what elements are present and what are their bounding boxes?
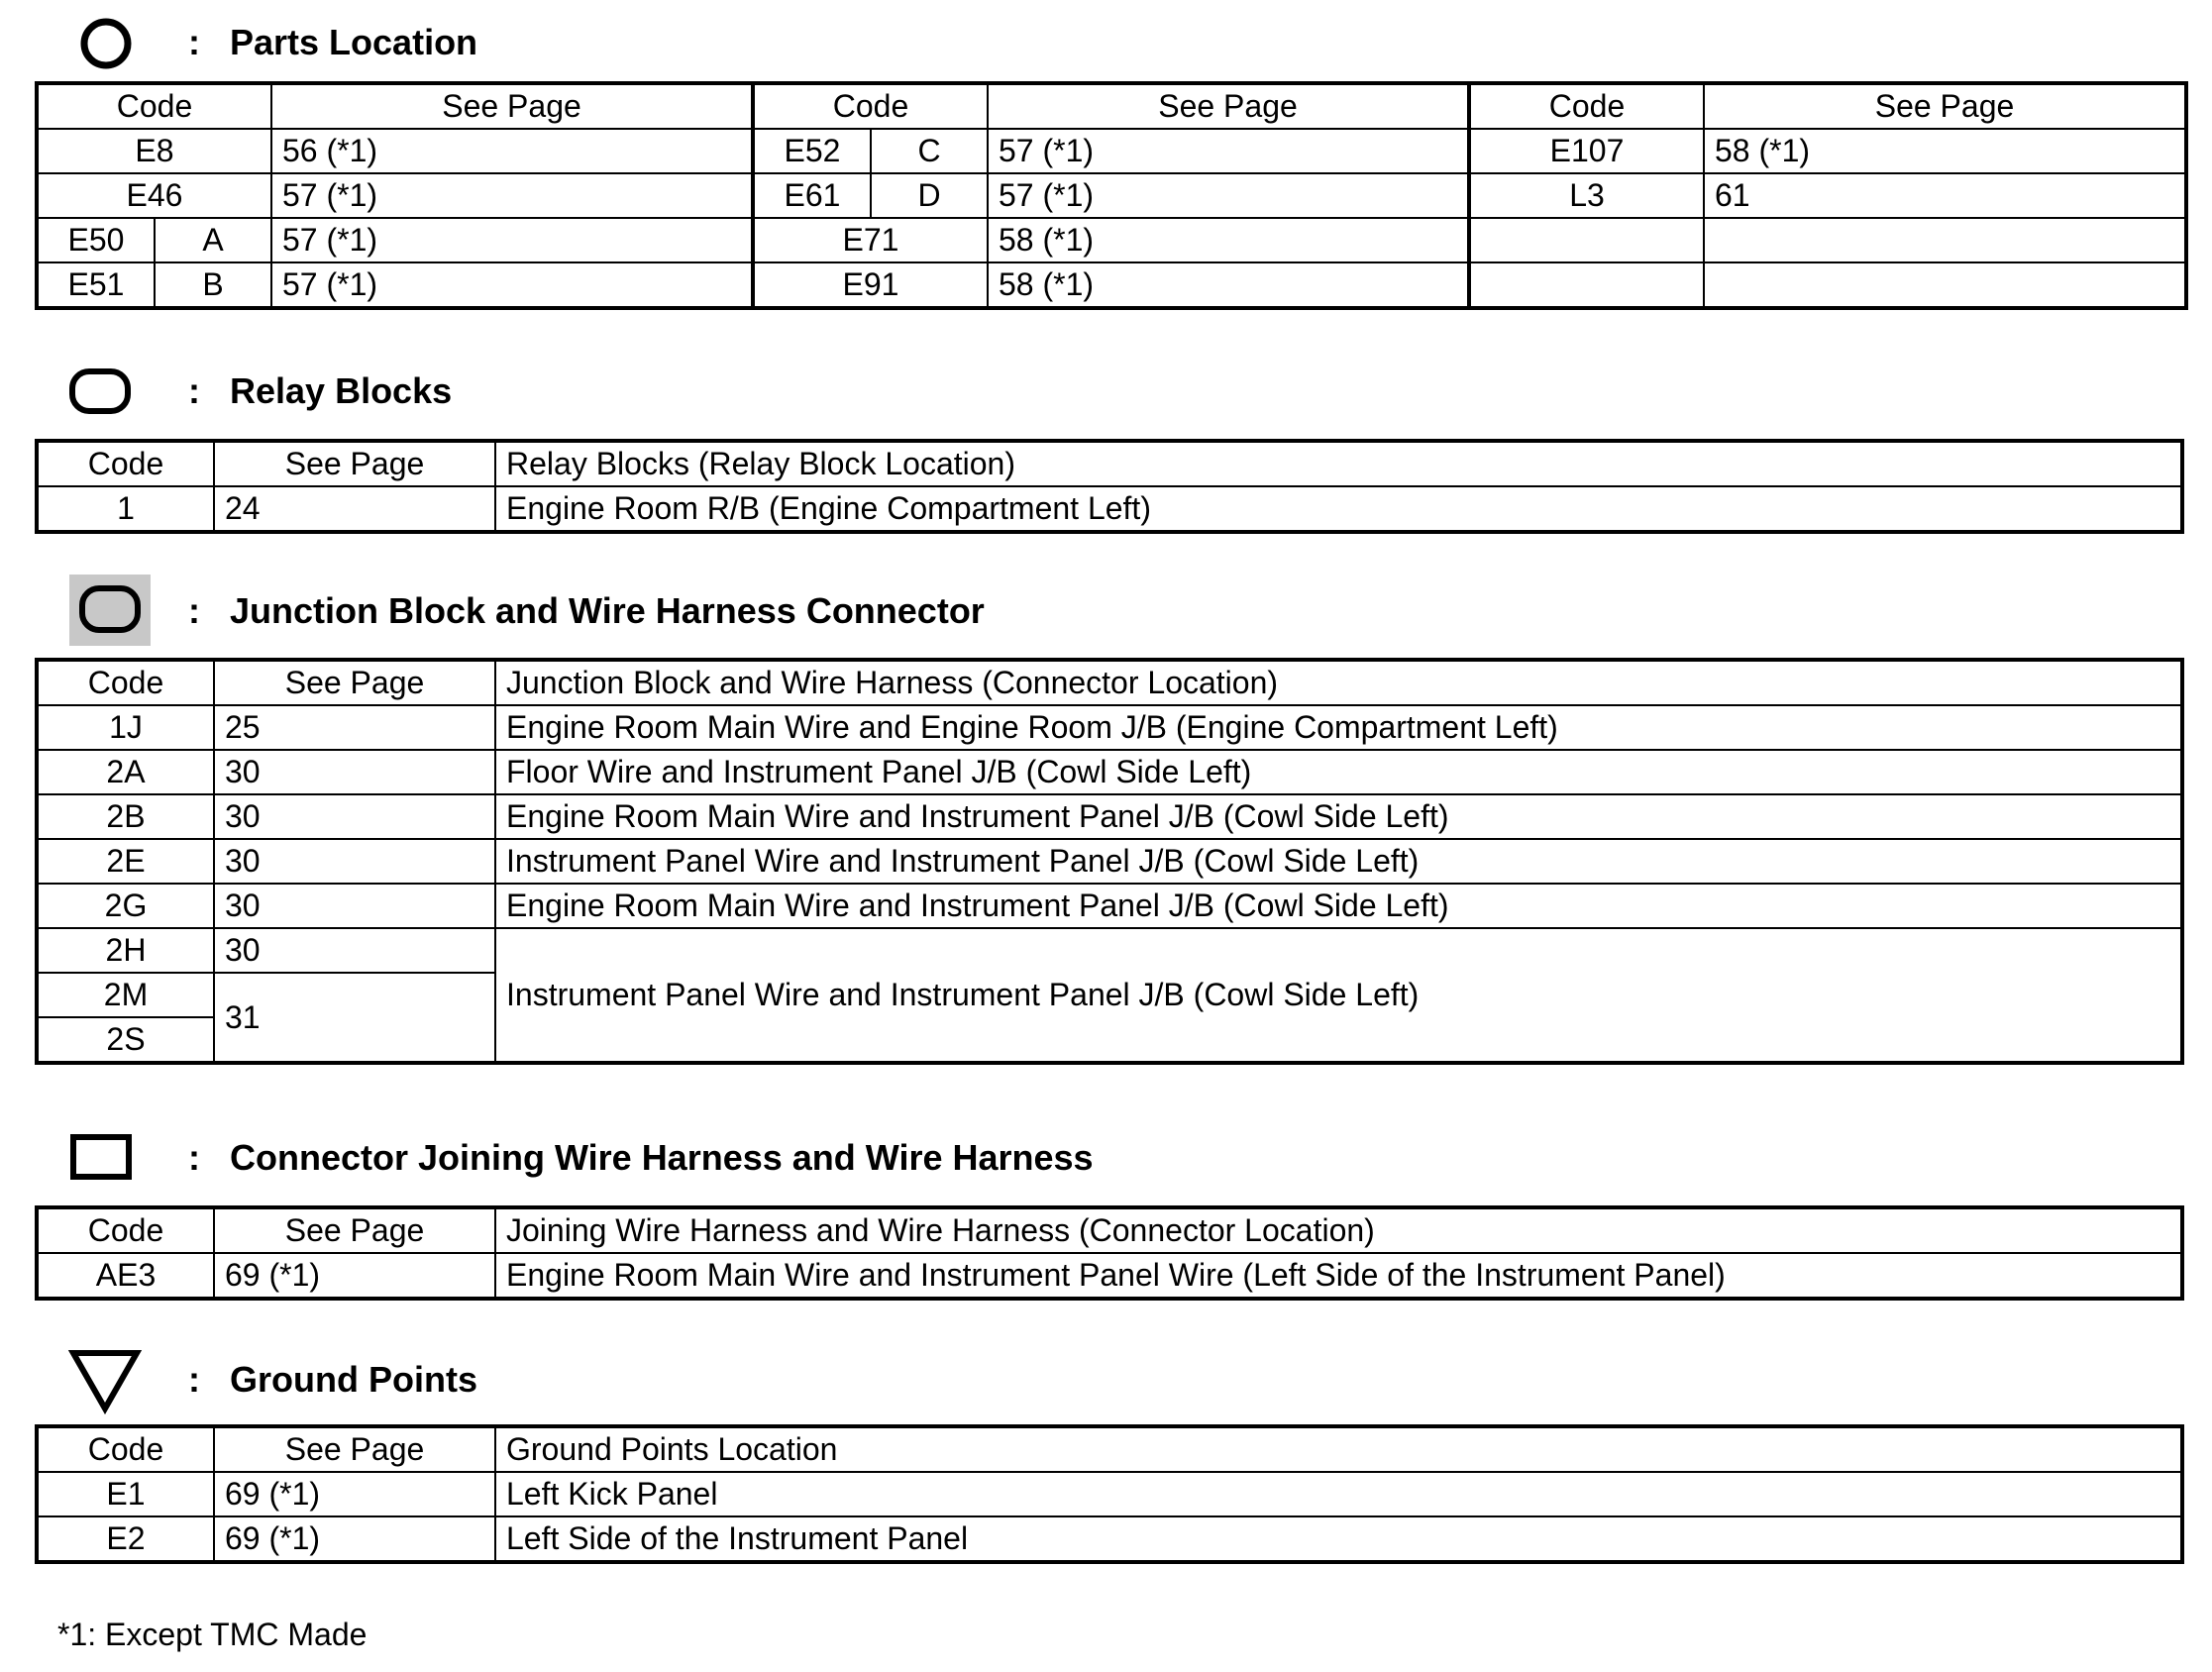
code-cell: 2G [37, 884, 214, 928]
header-code: Code [37, 1426, 214, 1472]
table-row [37, 839, 2182, 884]
table-row [37, 218, 2186, 262]
page-cell: 57 (*1) [988, 173, 1469, 218]
table-row [37, 1253, 2182, 1299]
description-cell: Engine Room Main Wire and Engine Room J/B (Engine Compartment Left) [495, 705, 2182, 750]
ground-points-heading [0, 1343, 2212, 1422]
section-title: Ground Points [230, 1359, 477, 1400]
table-row [37, 705, 2182, 750]
heading-colon: : [188, 590, 200, 631]
footnote: *1: Except TMC Made [57, 1617, 368, 1652]
page-cell: 56 (*1) [271, 129, 753, 173]
page-cell: 30 [214, 750, 495, 794]
page-cell: 58 (*1) [1704, 129, 2186, 173]
empty-cell [1469, 218, 1704, 262]
code-cell: 2E [37, 839, 214, 884]
page-cell: 57 (*1) [271, 218, 753, 262]
page-cell: 30 [214, 839, 495, 884]
header-code: Code [37, 83, 271, 129]
page-cell: 58 (*1) [988, 218, 1469, 262]
page-cell: 57 (*1) [271, 262, 753, 308]
code-cell: E46 [37, 173, 271, 218]
description-cell: Engine Room Main Wire and Instrument Panel J/B (Cowl Side Left) [495, 794, 2182, 839]
code-cell: E52 [753, 129, 871, 173]
code-cell: 2S [37, 1017, 214, 1063]
table-row [37, 129, 2186, 173]
table-row [37, 884, 2182, 928]
table-row [37, 794, 2182, 839]
page-cell: 61 [1704, 173, 2186, 218]
table-row [37, 262, 2186, 308]
description-cell: Engine Room Main Wire and Instrument Panel Wire (Left Side of the Instrument Panel) [495, 1253, 2182, 1299]
description-cell: Left Kick Panel [495, 1472, 2182, 1516]
page-cell: 69 (*1) [214, 1253, 495, 1299]
table-row [37, 1516, 2182, 1562]
junction-block-table [35, 658, 2184, 1065]
code-cell: E61 [753, 173, 871, 218]
page-cell: 58 (*1) [988, 262, 1469, 308]
table-row [37, 750, 2182, 794]
code-cell: E2 [37, 1516, 214, 1562]
heading-colon: : [188, 1137, 200, 1178]
code-cell: E1 [37, 1472, 214, 1516]
table-row [37, 928, 2182, 973]
relay-blocks-heading [0, 355, 2212, 434]
table-header-row [37, 83, 2186, 129]
code-cell: E51 [37, 262, 155, 308]
connector-joining-table [35, 1205, 2184, 1301]
rounded-rect-icon [67, 366, 133, 416]
heading-colon: : [188, 1359, 200, 1400]
description-cell: Engine Room Main Wire and Instrument Panel J/B (Cowl Side Left) [495, 884, 2182, 928]
header-see-page: See Page [214, 1207, 495, 1253]
code-cell: E91 [753, 262, 988, 308]
page-cell: 69 (*1) [214, 1516, 495, 1562]
empty-cell [1704, 262, 2186, 308]
header-description: Ground Points Location [495, 1426, 2182, 1472]
table-header-row [37, 660, 2182, 705]
header-code: Code [37, 1207, 214, 1253]
empty-cell [1704, 218, 2186, 262]
header-code: Code [1469, 83, 1704, 129]
code-cell: E8 [37, 129, 271, 173]
header-code: Code [37, 660, 214, 705]
header-see-page: See Page [214, 441, 495, 486]
code-cell: L3 [1469, 173, 1704, 218]
code-cell: 1 [37, 486, 214, 532]
header-description: Relay Blocks (Relay Block Location) [495, 441, 2182, 486]
sub-code-cell: A [155, 218, 271, 262]
parts-location-heading [0, 0, 2212, 79]
section-title: Relay Blocks [230, 370, 453, 411]
connector-joining-heading [0, 1125, 2212, 1204]
heading-colon: : [188, 22, 200, 62]
code-cell: 2H [37, 928, 214, 973]
shaded-rounded-rect-icon [69, 575, 151, 646]
junction-block-heading [0, 575, 2212, 654]
triangle-icon [67, 1347, 143, 1414]
page-cell: 24 [214, 486, 495, 532]
header-see-page: See Page [271, 83, 753, 129]
header-see-page: See Page [214, 1426, 495, 1472]
table-header-row [37, 1426, 2182, 1472]
description-cell: Instrument Panel Wire and Instrument Panel J/B (Cowl Side Left) [495, 928, 2182, 1063]
heading-colon: : [188, 370, 200, 411]
section-title: Junction Block and Wire Harness Connector [230, 590, 985, 631]
description-cell: Instrument Panel Wire and Instrument Panel J/B (Cowl Side Left) [495, 839, 2182, 884]
table-row [37, 486, 2182, 532]
sub-code-cell: C [871, 129, 988, 173]
code-cell: AE3 [37, 1253, 214, 1299]
page-cell: 31 [214, 973, 495, 1063]
page-cell: 57 (*1) [271, 173, 753, 218]
code-cell: E50 [37, 218, 155, 262]
relay-blocks-table [35, 439, 2184, 534]
sub-code-cell: B [155, 262, 271, 308]
code-cell: 2B [37, 794, 214, 839]
header-see-page: See Page [988, 83, 1469, 129]
page-cell: 25 [214, 705, 495, 750]
code-cell: E107 [1469, 129, 1704, 173]
page-cell: 57 (*1) [988, 129, 1469, 173]
table-header-row [37, 441, 2182, 486]
code-cell: 2M [37, 973, 214, 1017]
header-code: Code [753, 83, 988, 129]
page-cell: 30 [214, 928, 495, 973]
page-cell: 30 [214, 794, 495, 839]
header-see-page: See Page [214, 660, 495, 705]
table-header-row [37, 1207, 2182, 1253]
code-cell: 1J [37, 705, 214, 750]
header-description: Joining Wire Harness and Wire Harness (Connector Location) [495, 1207, 2182, 1253]
header-see-page: See Page [1704, 83, 2186, 129]
ground-points-table [35, 1424, 2184, 1564]
empty-cell [1469, 262, 1704, 308]
square-icon [69, 1133, 133, 1183]
header-description: Junction Block and Wire Harness (Connector Location) [495, 660, 2182, 705]
section-title: Parts Location [230, 22, 478, 62]
sub-code-cell: D [871, 173, 988, 218]
description-cell: Left Side of the Instrument Panel [495, 1516, 2182, 1562]
description-cell: Floor Wire and Instrument Panel J/B (Cowl Side Left) [495, 750, 2182, 794]
parts-location-table [35, 81, 2188, 310]
page-cell: 69 (*1) [214, 1472, 495, 1516]
code-cell: E71 [753, 218, 988, 262]
page-cell: 30 [214, 884, 495, 928]
description-cell: Engine Room R/B (Engine Compartment Left) [495, 486, 2182, 532]
table-row [37, 173, 2186, 218]
circle-icon [79, 17, 133, 70]
code-cell: 2A [37, 750, 214, 794]
section-title: Connector Joining Wire Harness and Wire Harness [230, 1137, 1094, 1178]
header-code: Code [37, 441, 214, 486]
table-row [37, 1472, 2182, 1516]
